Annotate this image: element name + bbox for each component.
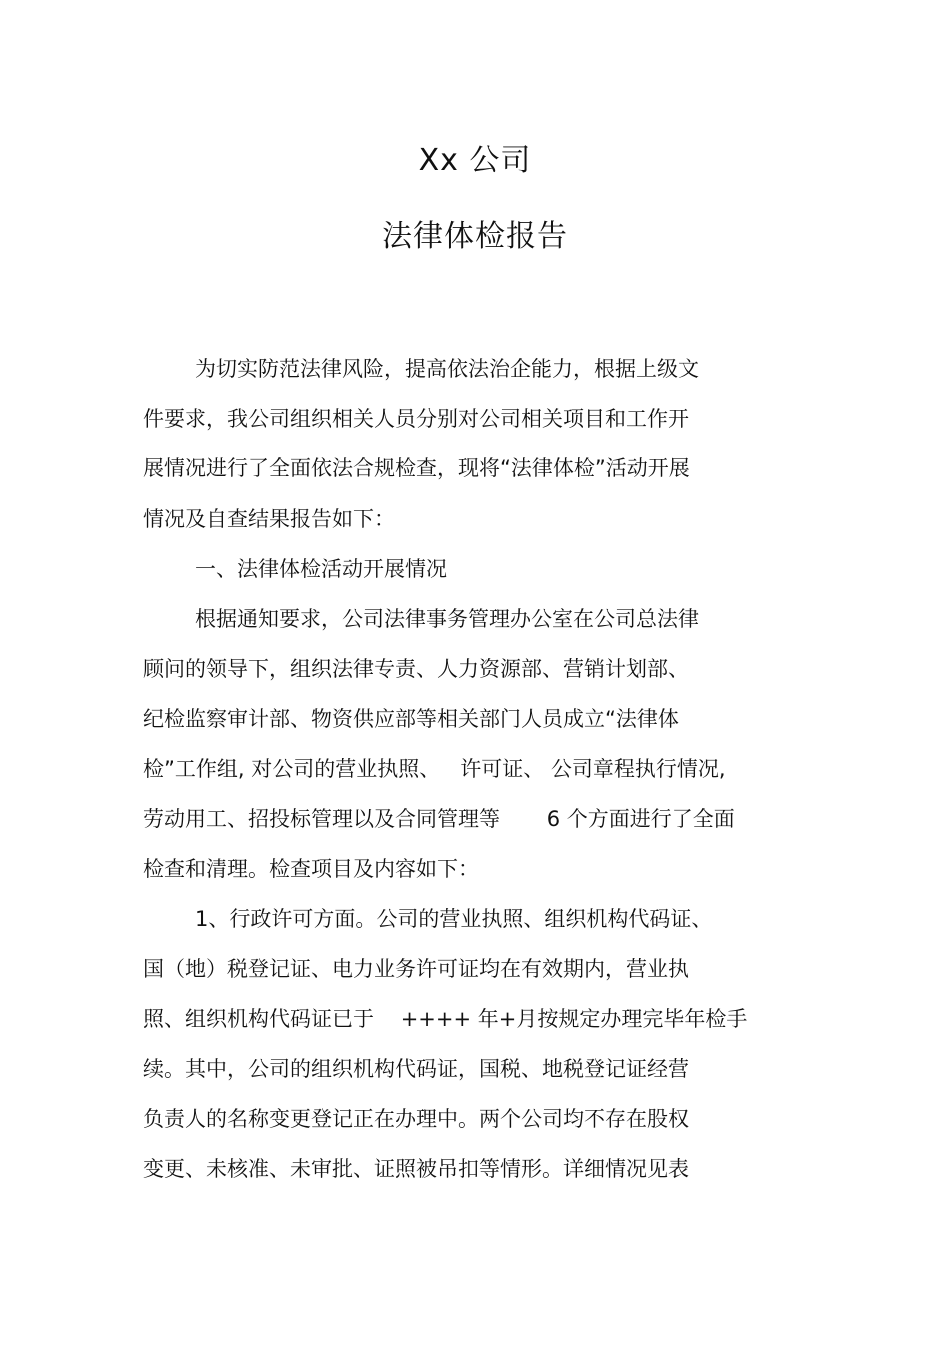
section-heading: 一、法律体检活动开展情况 [195,557,447,581]
paragraph-line: 检”工作组, 对公司的营业执照、 许可证、 公司章程执行情况, [143,757,726,781]
paragraph-line: 负责人的名称变更登记正在办理中。两个公司均不存在股权 [143,1107,689,1131]
paragraph-line: 纪检监察审计部、物资供应部等相关部门人员成立“法律体 [143,707,679,731]
paragraph-line: 1、行政许可方面。公司的营业执照、组织机构代码证、 [195,907,713,931]
paragraph-line: 顾问的领导下，组织法律专责、人力资源部、营销计划部、 [143,657,689,681]
report-title: 法律体检报告 [382,219,568,254]
paragraph-line: 照、组织机构代码证已于 ++++ 年+月按规定办理完毕年检手 [143,1007,748,1031]
company-title: Xx 公司 [418,143,532,178]
paragraph-line: 展情况进行了全面依法合规检查，现将“法律体检”活动开展 [143,456,690,480]
paragraph-line: 劳动用工、招投标管理以及合同管理等 6 个方面进行了全面 [143,807,735,831]
paragraph-line: 件要求，我公司组织相关人员分别对公司相关项目和工作开 [143,407,689,431]
paragraph-line: 检查和清理。检查项目及内容如下： [143,857,479,881]
paragraph-line: 变更、未核准、未审批、证照被吊扣等情形。详细情况见表 [143,1157,689,1181]
paragraph-line: 根据通知要求，公司法律事务管理办公室在公司总法律 [195,607,699,631]
paragraph-line: 为切实防范法律风险，提高依法治企能力，根据上级文 [195,357,699,381]
paragraph-line: 情况及自查结果报告如下： [143,507,395,531]
paragraph-line: 续。其中，公司的组织机构代码证，国税、地税登记证经营 [143,1057,689,1081]
paragraph-line: 国（地）税登记证、电力业务许可证均在有效期内，营业执 [143,957,689,981]
